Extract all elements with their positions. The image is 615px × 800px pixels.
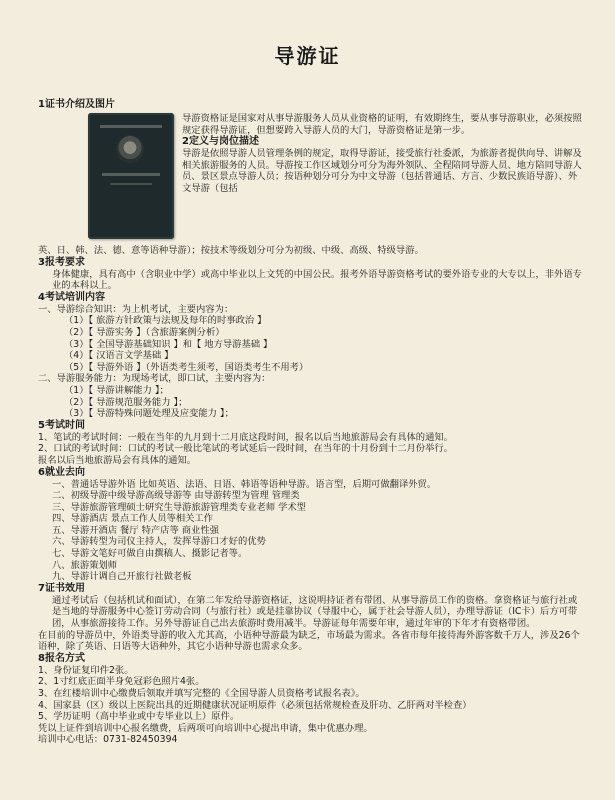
list-item: （3）【 全国导游基础知识 】和【 地方导游基础 】 — [64, 338, 273, 350]
section-3-heading: 3报考要求 — [38, 256, 85, 268]
section-8-heading: 8报名方式 — [38, 652, 85, 664]
list-item: 八、旅游策划师 — [52, 559, 118, 571]
section-5-line2b: 报名以后当地旅游局会有具体的通知。 — [38, 454, 197, 466]
list-item: 三、导游旅游管理硕士研究生导游旅游管理类专业老师 学术型 — [52, 501, 306, 513]
list-item: （4）【 汉语言文学基础 】 — [64, 350, 174, 362]
list-item: 七、导游文笔好可做自由撰稿人、摄影记者等。 — [52, 548, 248, 560]
section-4-part1: 一、导游综合知识：为上机考试，主要内容为： — [38, 303, 234, 315]
list-item: （2）【 导游实务 】（含旅游案例分析） — [64, 326, 225, 338]
section-4-list-1 — [38, 315, 586, 373]
section-1-heading: 1证书介绍及图片 — [38, 99, 115, 110]
list-item: 二、初级导游中级导游高级导游等 由导游转型为管理 管理类 — [52, 490, 300, 502]
section-6-list — [38, 479, 586, 583]
section-7-heading: 7证书效用 — [38, 582, 85, 594]
list-item: 5、学历证明（高中毕业或中专毕业以上）原件。 — [38, 711, 240, 723]
tour-guide-certificate-image — [88, 113, 174, 239]
section-2-heading: 2定义与岗位描述 — [182, 136, 259, 148]
document-body — [38, 99, 586, 746]
section-4-heading: 4考试培训内容 — [38, 291, 105, 303]
list-item: 3、在红楼培训中心缴费后领取并填写完整的《全国导游人员资格考试报名表》。 — [38, 688, 365, 699]
section-5-heading: 5考试时间 — [38, 419, 85, 431]
list-item: 1、身份证复印件2张。 — [38, 664, 134, 676]
section-2-text-b: 英、日、韩、法、德、意等语种导游）；按技术等级划分可分为初级、中级、高级、特级导游。 — [38, 245, 424, 256]
list-item: （1）【 旅游方针政策与法规及每年的时事政治 】 — [64, 315, 267, 327]
contact-phone: 培训中心电话：0731-82450394 — [38, 734, 178, 746]
list-item: 一、普通话导游外语 比如英语、法语、日语、韩语等语种导游。语言型，后期可做翻译外贸。 — [52, 478, 437, 490]
list-item: 2、1寸红底正面半身免冠彩色照片4张。 — [38, 676, 205, 688]
section-8-list — [38, 665, 586, 723]
section-6-heading: 6就业去向 — [38, 466, 85, 478]
section-4-part2: 二、导游服务能力：为现场考试，即口试，主要内容为： — [38, 373, 271, 385]
national-emblem-icon — [116, 135, 144, 163]
section-7-text-b: 在目前的导游员中，外语类导游的收入尤其高，小语种导游最为缺乏，市场最为需求。各省市每年接待海外游客数千万人，涉及26个语种，除了英语、日语等大语种外，其它小语种导游也需求众多。 — [38, 629, 580, 653]
section-8-note: 凭以上证件到培训中心报名缴费，后两项可向培训中心提出申请，集中优惠办理。 — [38, 722, 373, 734]
list-item: 四、导游酒店 景点工作人员等相关工作 — [52, 513, 214, 525]
section-2-text-a: 导游是依照导游人员管理条例的规定，取得导游证，接受旅行社委派，为旅游者提供向导、讲解及相关旅游服务的人员。导游按工作区域划分可分为海外领队、全程陪同导游人员、地方陪同导游人员、景区景点导游人员；按语种划分可分为中文导游（包括普通话、方言、少数民族语导游）、外文导游（包括 — [182, 148, 582, 194]
list-item: 六、导游转型为司仪主持人，发挥导游口才好的优势 — [52, 536, 266, 548]
page-title: 导游证 — [274, 44, 341, 68]
list-item: 五、导游开酒店 餐厅 特产店等 商业性强 — [52, 524, 219, 536]
list-item: （3）【 导游特殊问题处理及应变能力 】； — [64, 408, 234, 420]
list-item: （1）【 导游讲解能力 】； — [64, 384, 169, 396]
list-item: 4、国家县（区）级以上医院出具的近期健康状况证明原件（必须包括常规检查及肝功、乙肝两对半检查） — [38, 699, 472, 711]
section-3-text: 身体健康，具有高中（含职业中学）或高中毕业以上文凭的中国公民。报考外语导游资格考试的要外语专业的大专以上，非外语专业的本科以上。 — [52, 268, 582, 292]
list-item: （5）【 导游外语 】（外语类考生须考，国语类考生不用考） — [64, 361, 309, 373]
section-1-2-text — [182, 113, 586, 195]
section-1-text: 导游资格证是国家对从事导游服务人员从业资格的证明，有效期终生，要从事导游职业，必须按照规定获得导游证，但想要跨入导游人员的大门，导游资格证是第一步。 — [182, 113, 582, 136]
section-5-line1: 1、笔试的考试时间：一般在当年的九月到十二月底这段时间，报名以后当地旅游局会有具体的通知。 — [38, 431, 453, 443]
section-4-list-2 — [38, 385, 586, 420]
section-5-line2a: 2、口试的考试时间：口试的考试一般比笔试的考试延后一段时间，在当年的十月份到十二月份举行。 — [38, 443, 453, 455]
section-7-text-a: 通过考试后（包括机试和面试），在第二年发给导游资格证，这说明持证者有带团、从事导游员工作的资格。拿资格证与旅行社或是当地的导游服务中心签订劳动合同（与旅行社）或是挂靠协议（导服中心，属于社会导游人员），办理导游证（IC卡）后方可带团，从事旅游接待工作。另外导游证自己出去旅游时费用减半。导游证每年需要年审，通过年审的下年才有资格带团。 — [52, 594, 578, 630]
list-item: （2）【 导游规范服务能力 】； — [64, 396, 188, 408]
section-1 — [38, 99, 586, 243]
list-item: 九、导游计调自己开旅行社做老板 — [52, 571, 192, 583]
